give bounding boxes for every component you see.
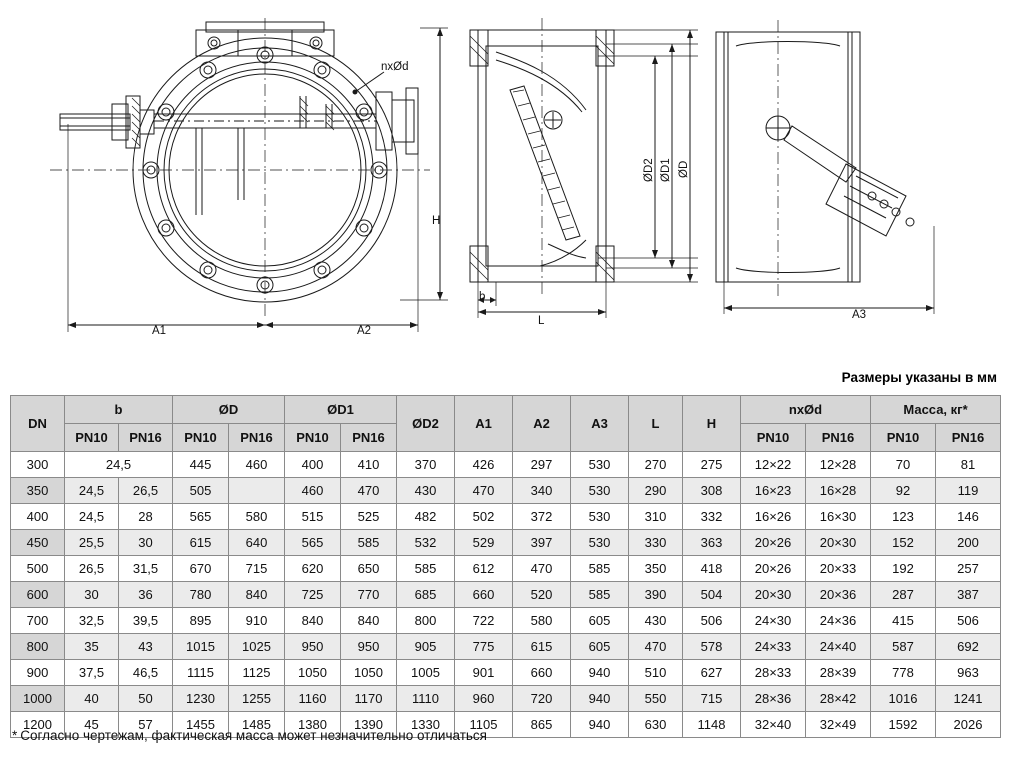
cell-d1-pn10: 400	[285, 452, 341, 478]
cell-d1-pn16: 650	[341, 556, 397, 582]
cell-d1-pn10: 950	[285, 634, 341, 660]
cell-d-pn10: 670	[173, 556, 229, 582]
cell-d-pn16: 1025	[229, 634, 285, 660]
label-H: H	[432, 215, 441, 227]
dimensions-table-wrap	[10, 395, 1001, 738]
th-d-pn10: PN10	[173, 424, 229, 452]
th-h: H	[683, 396, 741, 452]
cell-d1-pn16: 950	[341, 634, 397, 660]
cell-b-pn10: 30	[65, 582, 119, 608]
cell-b-pn10: 32,5	[65, 608, 119, 634]
cell-a1: 529	[455, 530, 513, 556]
cell-d2: 1330	[397, 712, 455, 738]
cell-l: 550	[629, 686, 683, 712]
cell-mass-pn10: 1016	[871, 686, 936, 712]
cell-l: 510	[629, 660, 683, 686]
cell-b-pn16: 36	[119, 582, 173, 608]
cell-h: 308	[683, 478, 741, 504]
th-b: b	[65, 396, 173, 424]
cell-d-pn10: 1015	[173, 634, 229, 660]
cell-d1-pn16: 585	[341, 530, 397, 556]
cell-l: 430	[629, 608, 683, 634]
cell-b-pn10: 35	[65, 634, 119, 660]
cell-a3: 530	[571, 478, 629, 504]
cell-nxod-pn10: 28×36	[741, 686, 806, 712]
cell-nxod-pn10: 20×26	[741, 556, 806, 582]
cell-nxod-pn10: 20×30	[741, 582, 806, 608]
cell-d-pn16	[229, 478, 285, 504]
cell-mass-pn10: 92	[871, 478, 936, 504]
cell-mass-pn10: 192	[871, 556, 936, 582]
cell-b-pn10: 25,5	[65, 530, 119, 556]
cell-d-pn16: 1255	[229, 686, 285, 712]
cell-d-pn16: 580	[229, 504, 285, 530]
cell-l: 330	[629, 530, 683, 556]
cell-mass-pn10: 1592	[871, 712, 936, 738]
footnote-star: *	[12, 728, 18, 743]
cell-h: 363	[683, 530, 741, 556]
cell-d1-pn16: 525	[341, 504, 397, 530]
cell-b-pn10: 26,5	[65, 556, 119, 582]
label-L: L	[538, 315, 545, 327]
cell-b-pn16: 46,5	[119, 660, 173, 686]
table-row	[11, 478, 1001, 504]
cell-a1: 960	[455, 686, 513, 712]
cell-a3: 940	[571, 712, 629, 738]
cell-a3: 605	[571, 608, 629, 634]
cell-mass-pn10: 70	[871, 452, 936, 478]
cell-d2: 800	[397, 608, 455, 634]
cell-d2: 905	[397, 634, 455, 660]
cell-d-pn16: 840	[229, 582, 285, 608]
label-A2: A2	[357, 325, 372, 337]
cell-h: 275	[683, 452, 741, 478]
cell-d1-pn10: 1380	[285, 712, 341, 738]
cell-a1: 1105	[455, 712, 513, 738]
cell-mass-pn10: 287	[871, 582, 936, 608]
cell-mass-pn16: 2026	[936, 712, 1001, 738]
cell-a1: 426	[455, 452, 513, 478]
cell-a2: 520	[513, 582, 571, 608]
table-body	[11, 452, 1001, 738]
cell-dn: 450	[11, 530, 65, 556]
cell-nxod-pn16: 28×42	[806, 686, 871, 712]
cell-d2: 685	[397, 582, 455, 608]
cell-nxod-pn16: 24×36	[806, 608, 871, 634]
cell-dn: 350	[11, 478, 65, 504]
th-d1: ØD1	[285, 396, 397, 424]
cell-a2: 340	[513, 478, 571, 504]
cell-a1: 775	[455, 634, 513, 660]
th-d2: ØD2	[397, 396, 455, 452]
cell-d1-pn10: 620	[285, 556, 341, 582]
cell-d-pn16: 1125	[229, 660, 285, 686]
cell-h: 627	[683, 660, 741, 686]
cell-d-pn16: 460	[229, 452, 285, 478]
cell-d1-pn10: 1160	[285, 686, 341, 712]
cell-d2: 482	[397, 504, 455, 530]
cell-d-pn16: 715	[229, 556, 285, 582]
table-row	[11, 608, 1001, 634]
cell-a1: 901	[455, 660, 513, 686]
cell-nxod-pn10: 24×33	[741, 634, 806, 660]
cell-d-pn10: 445	[173, 452, 229, 478]
cell-nxod-pn16: 24×40	[806, 634, 871, 660]
cell-nxod-pn16: 20×33	[806, 556, 871, 582]
cell-d-pn10: 895	[173, 608, 229, 634]
th-a1: A1	[455, 396, 513, 452]
cell-d1-pn16: 1390	[341, 712, 397, 738]
cell-b-pn10: 37,5	[65, 660, 119, 686]
cell-b-pn10: 24,5	[65, 478, 119, 504]
cell-dn: 1000	[11, 686, 65, 712]
cell-mass-pn10: 587	[871, 634, 936, 660]
cell-d1-pn10: 725	[285, 582, 341, 608]
cell-a3: 530	[571, 530, 629, 556]
cell-d2: 370	[397, 452, 455, 478]
table-row	[11, 686, 1001, 712]
cell-a2: 297	[513, 452, 571, 478]
dimensions-table	[10, 395, 1001, 738]
cell-d-pn10: 1455	[173, 712, 229, 738]
cell-d-pn10: 565	[173, 504, 229, 530]
cell-nxod-pn16: 28×39	[806, 660, 871, 686]
cell-nxod-pn16: 32×49	[806, 712, 871, 738]
cell-a3: 940	[571, 660, 629, 686]
cell-a1: 660	[455, 582, 513, 608]
footnote-text: Согласно чертежам, фактическая масса может незначительно отличаться	[20, 728, 487, 743]
cell-d-pn10: 780	[173, 582, 229, 608]
th-nxod-pn16: PN16	[806, 424, 871, 452]
cell-mass-pn10: 123	[871, 504, 936, 530]
cell-b-pn10: 40	[65, 686, 119, 712]
cell-h: 578	[683, 634, 741, 660]
cell-d1-pn10: 1050	[285, 660, 341, 686]
cell-a3: 585	[571, 582, 629, 608]
cell-a1: 470	[455, 478, 513, 504]
cell-l: 310	[629, 504, 683, 530]
cell-mass-pn16: 81	[936, 452, 1001, 478]
table-row	[11, 530, 1001, 556]
cell-d1-pn10: 565	[285, 530, 341, 556]
cell-d-pn10: 1115	[173, 660, 229, 686]
cell-a1: 722	[455, 608, 513, 634]
cell-d2: 585	[397, 556, 455, 582]
cell-nxod-pn10: 16×23	[741, 478, 806, 504]
cell-a2: 865	[513, 712, 571, 738]
cell-dn: 500	[11, 556, 65, 582]
cell-b-pn16: 43	[119, 634, 173, 660]
cell-dn: 300	[11, 452, 65, 478]
cell-d1-pn16: 1170	[341, 686, 397, 712]
cell-a2: 720	[513, 686, 571, 712]
cell-mass-pn10: 778	[871, 660, 936, 686]
cell-d1-pn16: 840	[341, 608, 397, 634]
cell-h: 418	[683, 556, 741, 582]
th-d1-pn10: PN10	[285, 424, 341, 452]
cell-b-pn16: 26,5	[119, 478, 173, 504]
cell-d-pn16: 910	[229, 608, 285, 634]
cell-d2: 1110	[397, 686, 455, 712]
cell-a2: 660	[513, 660, 571, 686]
cell-b-pn16: 30	[119, 530, 173, 556]
cell-d-pn10: 505	[173, 478, 229, 504]
table-head	[11, 396, 1001, 452]
th-a3: A3	[571, 396, 629, 452]
cell-a2: 470	[513, 556, 571, 582]
label-A1: A1	[152, 325, 167, 337]
cell-d1-pn10: 515	[285, 504, 341, 530]
label-D: ØD	[678, 160, 690, 178]
label-D1: ØD1	[660, 158, 672, 182]
cell-nxod-pn16: 12×28	[806, 452, 871, 478]
th-l: L	[629, 396, 683, 452]
cell-nxod-pn10: 12×22	[741, 452, 806, 478]
cell-d1-pn16: 410	[341, 452, 397, 478]
cell-nxod-pn16: 16×28	[806, 478, 871, 504]
cell-a3: 530	[571, 452, 629, 478]
cell-b-pn10: 24,5	[65, 504, 119, 530]
table-row	[11, 660, 1001, 686]
table-row	[11, 452, 1001, 478]
view-lever	[716, 20, 934, 314]
cell-a2: 372	[513, 504, 571, 530]
th-mass-pn10: PN10	[871, 424, 936, 452]
cell-l: 290	[629, 478, 683, 504]
cell-nxod-pn10: 32×40	[741, 712, 806, 738]
th-nxod-pn10: PN10	[741, 424, 806, 452]
label-D2: ØD2	[643, 158, 655, 182]
cell-nxod-pn10: 16×26	[741, 504, 806, 530]
cell-d-pn10: 1230	[173, 686, 229, 712]
cell-nxod-pn16: 16×30	[806, 504, 871, 530]
th-mass: Масса, кг*	[871, 396, 1001, 424]
table-row	[11, 634, 1001, 660]
cell-l: 470	[629, 634, 683, 660]
th-b-pn10: PN10	[65, 424, 119, 452]
table-row	[11, 582, 1001, 608]
cell-mass-pn10: 152	[871, 530, 936, 556]
cell-b-pn16: 39,5	[119, 608, 173, 634]
cell-mass-pn16: 387	[936, 582, 1001, 608]
cell-h: 504	[683, 582, 741, 608]
cell-nxod-pn16: 20×36	[806, 582, 871, 608]
cell-a2: 397	[513, 530, 571, 556]
cell-a3: 530	[571, 504, 629, 530]
cell-h: 1148	[683, 712, 741, 738]
footnote	[12, 728, 487, 743]
cell-mass-pn16: 1241	[936, 686, 1001, 712]
cell-mass-pn16: 506	[936, 608, 1001, 634]
cell-d1-pn10: 840	[285, 608, 341, 634]
cell-h: 332	[683, 504, 741, 530]
label-nxod: nxØd	[381, 61, 409, 73]
cell-l: 630	[629, 712, 683, 738]
cell-b-pn16: 50	[119, 686, 173, 712]
cell-a1: 612	[455, 556, 513, 582]
cell-d1-pn16: 770	[341, 582, 397, 608]
cell-mass-pn16: 146	[936, 504, 1001, 530]
cell-h: 715	[683, 686, 741, 712]
cell-mass-pn16: 200	[936, 530, 1001, 556]
th-d-pn16: PN16	[229, 424, 285, 452]
cell-d1-pn10: 460	[285, 478, 341, 504]
th-mass-pn16: PN16	[936, 424, 1001, 452]
cell-b-pn16: 57	[119, 712, 173, 738]
th-a2: A2	[513, 396, 571, 452]
table-row	[11, 556, 1001, 582]
cell-d2: 532	[397, 530, 455, 556]
cell-nxod-pn16: 20×30	[806, 530, 871, 556]
cell-b-pn16: 28	[119, 504, 173, 530]
cell-d2: 1005	[397, 660, 455, 686]
cell-nxod-pn10: 28×33	[741, 660, 806, 686]
cell-mass-pn16: 119	[936, 478, 1001, 504]
th-b-pn16: PN16	[119, 424, 173, 452]
cell-a2: 580	[513, 608, 571, 634]
cell-d-pn10: 615	[173, 530, 229, 556]
th-d1-pn16: PN16	[341, 424, 397, 452]
cell-l: 270	[629, 452, 683, 478]
cell-l: 390	[629, 582, 683, 608]
cell-dn: 400	[11, 504, 65, 530]
cell-d2: 430	[397, 478, 455, 504]
cell-dn: 900	[11, 660, 65, 686]
cell-mass-pn16: 692	[936, 634, 1001, 660]
cell-l: 350	[629, 556, 683, 582]
th-dn: DN	[11, 396, 65, 452]
cell-dn: 1200	[11, 712, 65, 738]
label-b: b	[479, 291, 486, 303]
cell-dn: 700	[11, 608, 65, 634]
th-nxod: nxØd	[741, 396, 871, 424]
cell-nxod-pn10: 24×30	[741, 608, 806, 634]
cell-a2: 615	[513, 634, 571, 660]
cell-mass-pn10: 415	[871, 608, 936, 634]
technical-drawing	[0, 0, 1011, 360]
cell-a3: 605	[571, 634, 629, 660]
cell-nxod-pn10: 20×26	[741, 530, 806, 556]
cell-b-pn10: 45	[65, 712, 119, 738]
cell-d1-pn16: 470	[341, 478, 397, 504]
cell-a1: 502	[455, 504, 513, 530]
cell-d-pn16: 1485	[229, 712, 285, 738]
cell-mass-pn16: 963	[936, 660, 1001, 686]
cell-h: 506	[683, 608, 741, 634]
cell-dn: 800	[11, 634, 65, 660]
cell-d-pn16: 640	[229, 530, 285, 556]
table-header-row-groups	[11, 396, 1001, 424]
cell-a3: 585	[571, 556, 629, 582]
cell-d1-pn16: 1050	[341, 660, 397, 686]
cell-b: 24,5	[65, 452, 173, 478]
cell-mass-pn16: 257	[936, 556, 1001, 582]
units-note: Размеры указаны в мм	[841, 370, 997, 385]
th-d: ØD	[173, 396, 285, 424]
cell-dn: 600	[11, 582, 65, 608]
cell-a3: 940	[571, 686, 629, 712]
label-A3: A3	[852, 309, 867, 321]
table-row	[11, 504, 1001, 530]
cell-b-pn16: 31,5	[119, 556, 173, 582]
